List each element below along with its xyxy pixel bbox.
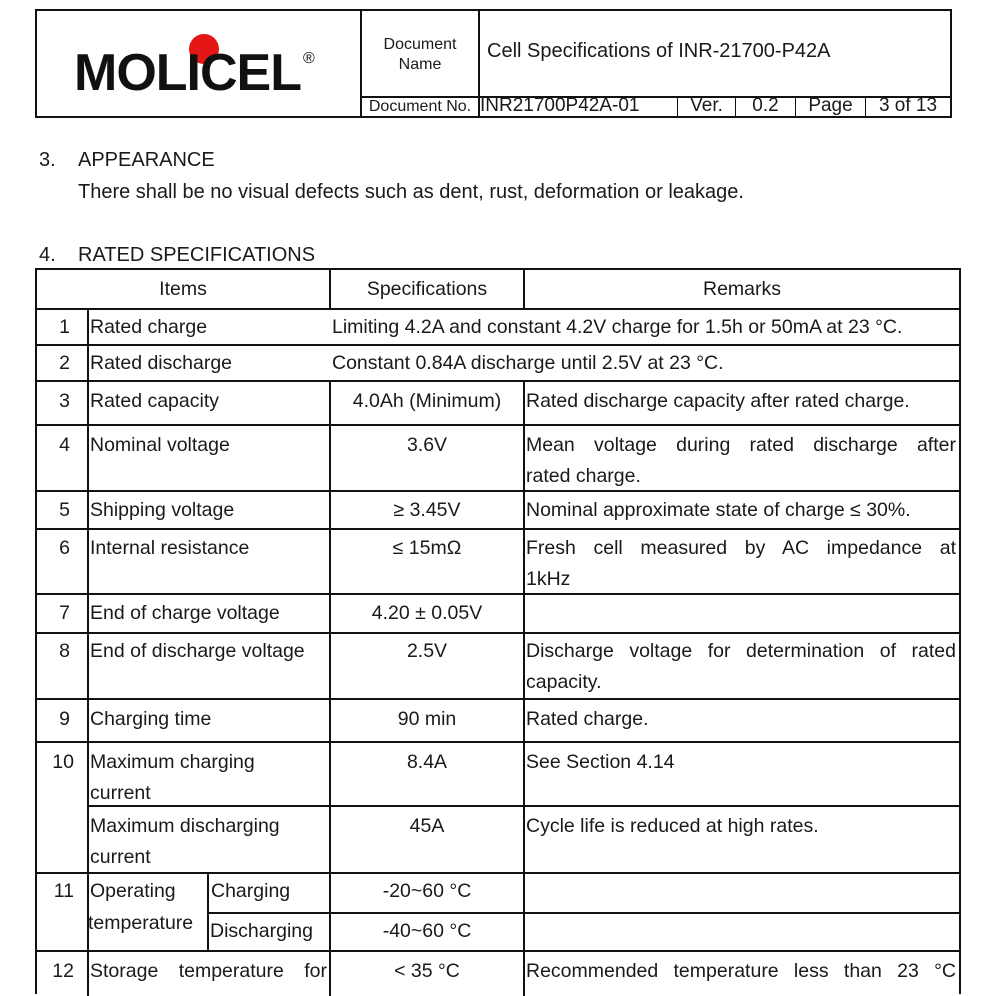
item-cell: Rated charge: [90, 316, 208, 338]
spec-cell: 8.4A: [406, 751, 448, 773]
rated-specifications-table: [35, 268, 961, 994]
item-cell: Rated capacity: [90, 390, 219, 412]
ver-value: 0.2: [752, 95, 779, 116]
doc-no-value: INR21700P42A-01: [480, 95, 640, 116]
section-3-title: APPEARANCE: [78, 149, 215, 171]
section-4-title: RATED SPECIFICATIONS: [78, 244, 316, 266]
section-3-number: 3.: [39, 149, 56, 171]
item-cell-line2: current: [90, 782, 151, 804]
remark-cell-line2: 1kHz: [526, 568, 571, 590]
spec-cell: 4.20 ± 0.05V: [371, 602, 483, 624]
header-specifications: Specifications: [366, 278, 488, 300]
spec-cell-discharging: -40~60 °C: [382, 920, 472, 942]
item-cell: Storage temperature for: [90, 960, 327, 982]
remark-cell: Rated charge.: [526, 708, 649, 730]
item-cell-line2: current: [90, 846, 151, 868]
row-number: 8: [59, 640, 70, 662]
spec-cell: ≥ 3.45V: [393, 499, 461, 521]
item-cell-line2: temperature: [88, 912, 194, 934]
page-value: 3 of 13: [878, 95, 938, 116]
remark-cell: Nominal approximate state of charge ≤ 30%.: [526, 499, 911, 521]
ver-label: Ver.: [690, 95, 723, 116]
remark-cell: Discharge voltage for determination of rated: [526, 640, 956, 662]
item-cell: Rated discharge: [90, 352, 233, 374]
remark-cell: See Section 4.14: [526, 751, 675, 773]
row-number: 4: [59, 434, 70, 456]
company-logo: MOLICEL ®: [74, 44, 314, 102]
row-number: 2: [59, 352, 70, 374]
item-cell: Maximum charging: [90, 751, 255, 773]
remark-cell: Recommended temperature less than 23 °C: [526, 960, 956, 982]
header-remarks: Remarks: [702, 278, 781, 300]
item-cell: Shipping voltage: [90, 499, 235, 521]
item-cell: End of charge voltage: [90, 602, 280, 624]
remark-cell-line2: rated charge.: [526, 465, 641, 487]
document-header: [35, 9, 952, 118]
item-cell: Charging time: [90, 708, 212, 730]
remark-cell: Mean voltage during rated discharge after: [526, 434, 956, 456]
doc-no-label: Document No.: [368, 98, 472, 115]
row-number: 1: [59, 316, 70, 338]
section-3-body: There shall be no visual defects such as dent, rust, deformation or leakage.: [78, 181, 744, 203]
spec-cell: 4.0Ah (Minimum): [352, 390, 502, 412]
item-cell: End of discharge voltage: [90, 640, 305, 662]
doc-name-label: Document Name: [383, 36, 457, 73]
row-number: 12: [52, 960, 74, 982]
remark-cell: Rated discharge capacity after rated charge.: [526, 390, 910, 412]
page-label: Page: [808, 95, 853, 116]
section-4-number: 4.: [39, 244, 56, 266]
spec-cell: < 35 °C: [394, 960, 460, 982]
row-number: 5: [59, 499, 70, 521]
item-cell: Maximum discharging: [90, 815, 280, 837]
spec-cell: 45A: [409, 815, 445, 837]
spec-cell-charging: -20~60 °C: [382, 880, 472, 902]
header-items: Items: [159, 278, 207, 300]
remark-cell: Cycle life is reduced at high rates.: [526, 815, 819, 837]
row-number: 11: [53, 880, 74, 902]
sub-item-charging: Charging: [211, 880, 291, 902]
remark-cell: Fresh cell measured by AC impedance at: [526, 537, 956, 559]
row-number: 9: [59, 708, 70, 730]
item-cell: Internal resistance: [90, 537, 250, 559]
row-number: 10: [52, 751, 74, 773]
remark-cell-line2: capacity.: [526, 671, 602, 693]
row-number: 7: [59, 602, 70, 624]
spec-cell: 2.5V: [406, 640, 448, 662]
spec-span-cell: Limiting 4.2A and constant 4.2V charge for 1.5h or 50mA at 23 °C.: [332, 316, 903, 338]
spec-cell: 3.6V: [406, 434, 448, 456]
row-number: 3: [59, 390, 70, 412]
item-cell: Operating: [90, 880, 176, 902]
doc-title: Cell Specifications of INR-21700-P42A: [487, 40, 831, 62]
row-number: 6: [59, 537, 70, 559]
sub-item-discharging: Discharging: [210, 920, 313, 942]
spec-span-cell: Constant 0.84A discharge until 2.5V at 23 °C.: [332, 352, 724, 374]
spec-cell: 90 min: [397, 708, 457, 730]
item-cell: Nominal voltage: [90, 434, 230, 456]
spec-cell: ≤ 15mΩ: [392, 537, 462, 559]
